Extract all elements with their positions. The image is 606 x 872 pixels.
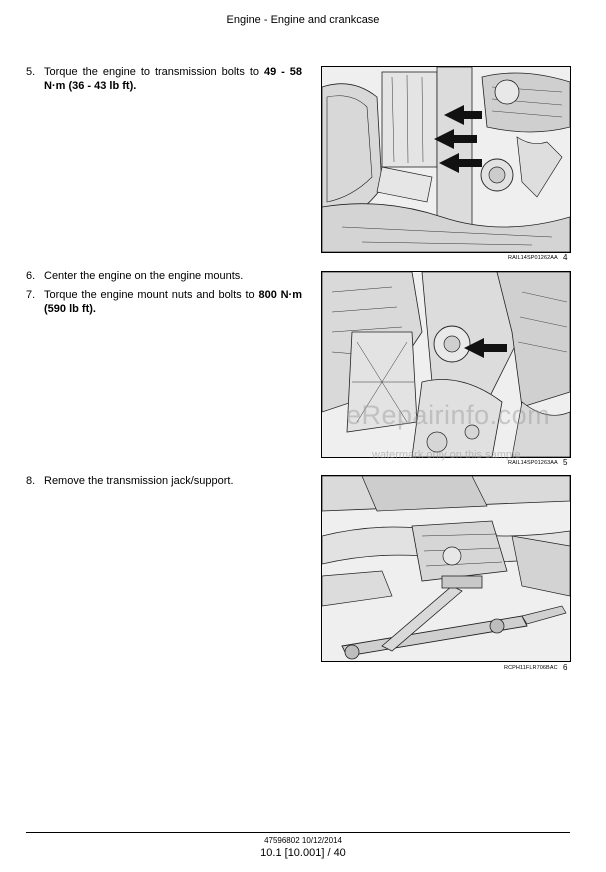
step-text-before: Torque the engine mount nuts and bolts to [44, 289, 259, 301]
torque-imperial: (590 lb ft). [44, 303, 96, 315]
figure-transmission-jack [321, 475, 571, 662]
figure-code: RAIL14SP01263AA [508, 460, 558, 466]
torque-value: 49 - 58 N·m [44, 66, 302, 92]
step-8 [26, 474, 302, 488]
document-code: 47596802 10/12/2014 [264, 836, 342, 845]
transmission-jack-illustration [322, 476, 570, 661]
step-number: 8. [26, 475, 36, 487]
footer-divider [26, 832, 570, 833]
page-title: Engine - Engine and crankcase [226, 14, 380, 26]
figure-number: 4 [563, 253, 568, 262]
step-text [44, 288, 302, 316]
figure-engine-transmission-bolts [321, 66, 571, 253]
step-6 [26, 269, 302, 283]
figure-number: 5 [563, 458, 568, 467]
watermark-subtext: watermark only on this sample [372, 449, 521, 461]
page-number: 10.1 [10.001] / 40 [260, 847, 346, 859]
figure-number: 6 [563, 663, 568, 672]
figure-code: RCPH11FLR706BAC [504, 665, 558, 671]
step-5 [26, 65, 302, 93]
step-text: Remove the transmission jack/support. [44, 475, 234, 487]
step-number: 7. [26, 289, 36, 301]
torque-imperial: (36 - 43 lb ft). [65, 80, 137, 92]
step-text: Center the engine on the engine mounts. [44, 270, 244, 282]
watermark-text: eRepairinfo.com [346, 400, 551, 430]
engine-illustration [322, 67, 570, 252]
step-text-before: Torque the engine to transmission bolts to [44, 66, 264, 78]
step-7 [26, 288, 302, 316]
torque-value: 800 N·m [258, 289, 302, 301]
step-number: 6. [26, 270, 36, 282]
step-text [44, 65, 302, 93]
figure-code: RAIL14SP01262AA [508, 255, 558, 261]
step-number: 5. [26, 66, 36, 78]
